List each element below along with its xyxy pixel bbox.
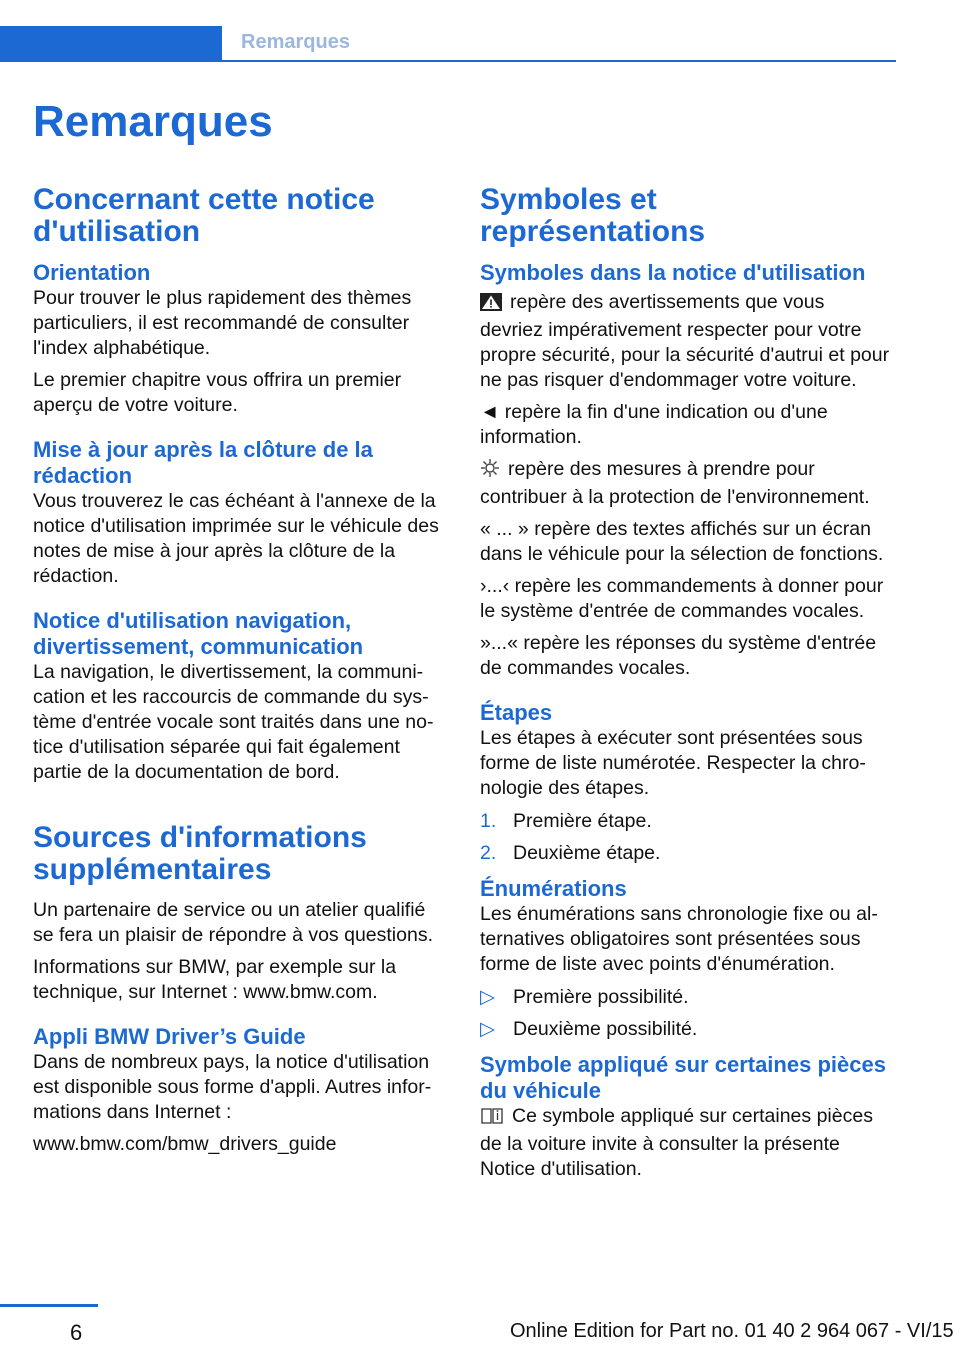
- enumerations-paragraph: Les énumérations sans chronologie fixe ou al-ternatives obligatoires sont présentées sous forme de liste avec points d'énumération.: [480, 903, 878, 975]
- enumeration-list: [480, 985, 890, 1042]
- subsection-title-symbols-manual: Symboles dans la notice d'utilisation: [480, 260, 866, 285]
- responses-paragraph: »...« repère les réponses du système d'entrée de commandes vocales.: [480, 632, 877, 679]
- manual-book-icon: [480, 1107, 504, 1132]
- end-marker-icon: ◄: [480, 401, 500, 423]
- warning-paragraph: [480, 290, 890, 393]
- list-item: [480, 841, 890, 866]
- section-title-about-manual: Concernant cette notice d'utilisation: [33, 183, 375, 248]
- warning-triangle-icon: [480, 293, 502, 318]
- page-number: 6: [70, 1320, 83, 1345]
- enumeration-text: Deuxième possibilité.: [513, 1018, 698, 1040]
- step-number: 1.: [480, 810, 497, 832]
- subsection-title-vehicle-symbol: Symbole appliqué sur certaines pièces du véhicule: [480, 1052, 886, 1103]
- bullet-triangle-icon: ▷: [480, 986, 495, 1008]
- header-accent-bar: [0, 26, 222, 62]
- header-rule: [222, 60, 896, 62]
- page-title: Remarques: [33, 97, 273, 146]
- bullet-triangle-icon: ▷: [480, 1018, 495, 1040]
- left-column: [33, 184, 443, 1164]
- navigation-manual-paragraph: La navigation, le divertissement, la communi-cation et les raccourcis de commande du sys-tème d'entrée vocale sont traités dans une no-tice d'utilisation séparée qui fait également partie de la documentation de bord.: [33, 661, 434, 783]
- list-item: [480, 985, 890, 1010]
- step-text: Première étape.: [513, 810, 652, 832]
- end-marker-text: repère la fin d'une indication ou d'une information.: [480, 401, 828, 448]
- section-title-sources: Sources d'informations supplémentaires: [33, 821, 367, 886]
- footer-rule: [0, 1304, 98, 1307]
- section-title-symbols: Symboles et représentations: [480, 183, 706, 248]
- header-title: Remarques: [241, 31, 350, 53]
- environment-text: repère des mesures à prendre pour contribuer à la protection de l'environnement.: [480, 458, 870, 508]
- update-paragraph: Vous trouverez le cas échéant à l'annexe de la notice d'utilisation imprimée sur le véhicule des notes de mise à jour après la clôture de la rédaction.: [33, 490, 439, 587]
- edition-note: Online Edition for Part no. 01 40 2 964 067 - VI/15: [510, 1320, 954, 1342]
- step-number: 2.: [480, 842, 497, 864]
- subsection-title-update: Mise à jour après la clôture de la rédaction: [33, 437, 373, 488]
- right-column: [480, 184, 890, 1189]
- warning-text: repère des avertissements que vous devriez impérativement respecter pour votre propre sécurité, pour la sécurité d'autrui et pour ne pas risquer d'endommager votre voiture.: [480, 291, 890, 391]
- commands-paragraph: ›...‹ repère les commandements à donner pour le système d'entrée de commandes vocales.: [480, 575, 884, 622]
- step-text: Deuxième étape.: [513, 842, 661, 864]
- subsection-title-enumerations: Énumérations: [480, 876, 627, 901]
- orientation-paragraph-2: Le premier chapitre vous offrira un premier aperçu de votre voiture.: [33, 369, 402, 416]
- environment-paragraph: [480, 457, 890, 510]
- app-paragraph: Dans de nombreux pays, la notice d'utilisation est disponible sous forme d'appli. Autres infor-mations dans Internet :: [33, 1051, 432, 1123]
- environment-icon: [480, 458, 500, 485]
- steps-list: [480, 809, 890, 866]
- end-marker-paragraph: [480, 400, 890, 450]
- subsection-title-steps: Étapes: [480, 700, 553, 725]
- list-item: [480, 1017, 890, 1042]
- subsection-title-orientation: Orientation: [33, 260, 151, 285]
- vehicle-symbol-paragraph: [480, 1104, 890, 1182]
- sources-paragraph-1: Un partenaire de service ou un atelier qualifié se fera un plaisir de répondre à vos questions.: [33, 899, 433, 946]
- sources-paragraph-2: Informations sur BMW, par exemple sur la technique, sur Internet : www.bmw.com.: [33, 956, 397, 1003]
- list-item: [480, 809, 890, 834]
- orientation-paragraph-1: Pour trouver le plus rapidement des thèmes particuliers, il est recommandé de consulter l'index alphabétique.: [33, 287, 412, 359]
- app-url: www.bmw.com/bmw_drivers_guide: [33, 1133, 337, 1155]
- steps-paragraph: Les étapes à exécuter sont présentées sous forme de liste numérotée. Respecter la chro-nologie des étapes.: [480, 727, 866, 799]
- subsection-title-navigation-manual: Notice d'utilisation navigation, divertissement, communication: [33, 608, 364, 659]
- subsection-title-app: Appli BMW Driver’s Guide: [33, 1024, 306, 1049]
- enumeration-text: Première possibilité.: [513, 986, 689, 1008]
- vehicle-symbol-text: Ce symbole appliqué sur certaines pièces de la voiture invite à consulter la présente Notice d'utilisation.: [480, 1105, 873, 1180]
- quotes-paragraph: « ... » repère des textes affichés sur un écran dans le véhicule pour la sélection de fonctions.: [480, 518, 884, 565]
